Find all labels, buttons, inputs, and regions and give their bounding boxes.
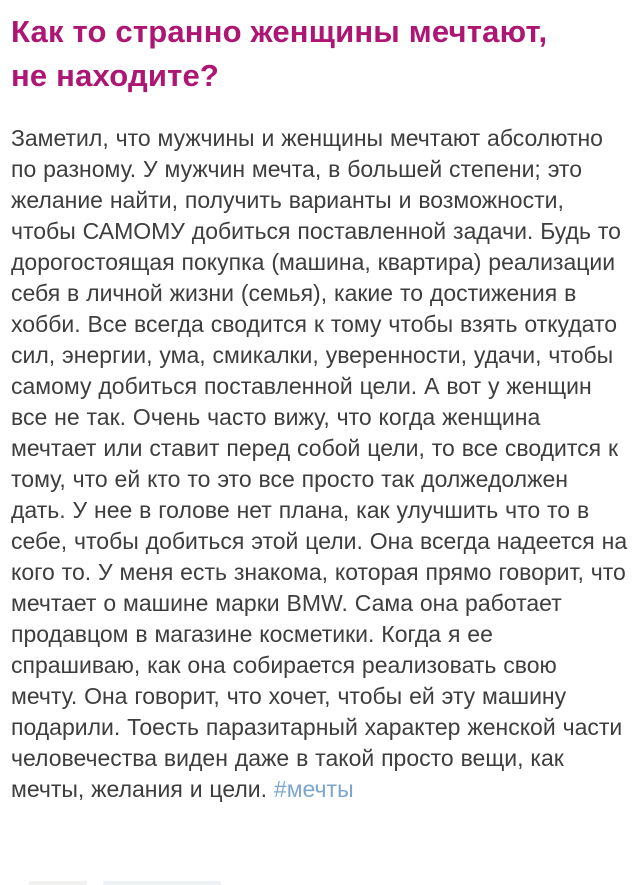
hashtag-link[interactable]: #мечты <box>273 776 354 802</box>
post-body-text: Заметил, что мужчины и женщины мечтают абсолютно по разному. У мужчин мечта, в большей степени; это желание найти, получить варианты и возможности, чтобы САМОМУ добиться поставленной задачи. Будь то дорогостоящая покупка (машина, квартира) реализации себя в личной жизни (семья), какие то достижения в хобби. Все всегда сводится к тому чтобы взять откудато сил, энергии, ума, смикалки, уверенности, удачи, чтобы самому добиться поставленной цели. А вот у женщин все не так. Очень часто вижу, что когда женщина мечтает или ставит перед собой цели, то все сводится к тому, что ей кто то это все просто так должедолжен дать. У нее в голове нет плана, как улучшить что то в себе, чтобы добиться этой цели. Она всегда надеется на кого то. У меня есть знакома, которая прямо говорит, что мечтает о машине марки BMW. Сама она работает продавцом в магазине косметики. Когда я ее спрашиваю, как она собирается реализовать свою мечту. Она говорит, что хочет, чтобы ей эту машину подарили. Тоесть паразитарный характер женской части человечества виден даже в такой просто вещи, как мечты, желания и цели. <box>11 125 628 802</box>
clipped-text-fragment <box>29 881 87 885</box>
post-body <box>11 123 628 805</box>
clipped-text-fragment <box>103 881 221 885</box>
clipped-next-line <box>11 879 631 885</box>
post-title: Как то странно женщины мечтают, не находите? <box>11 14 548 93</box>
